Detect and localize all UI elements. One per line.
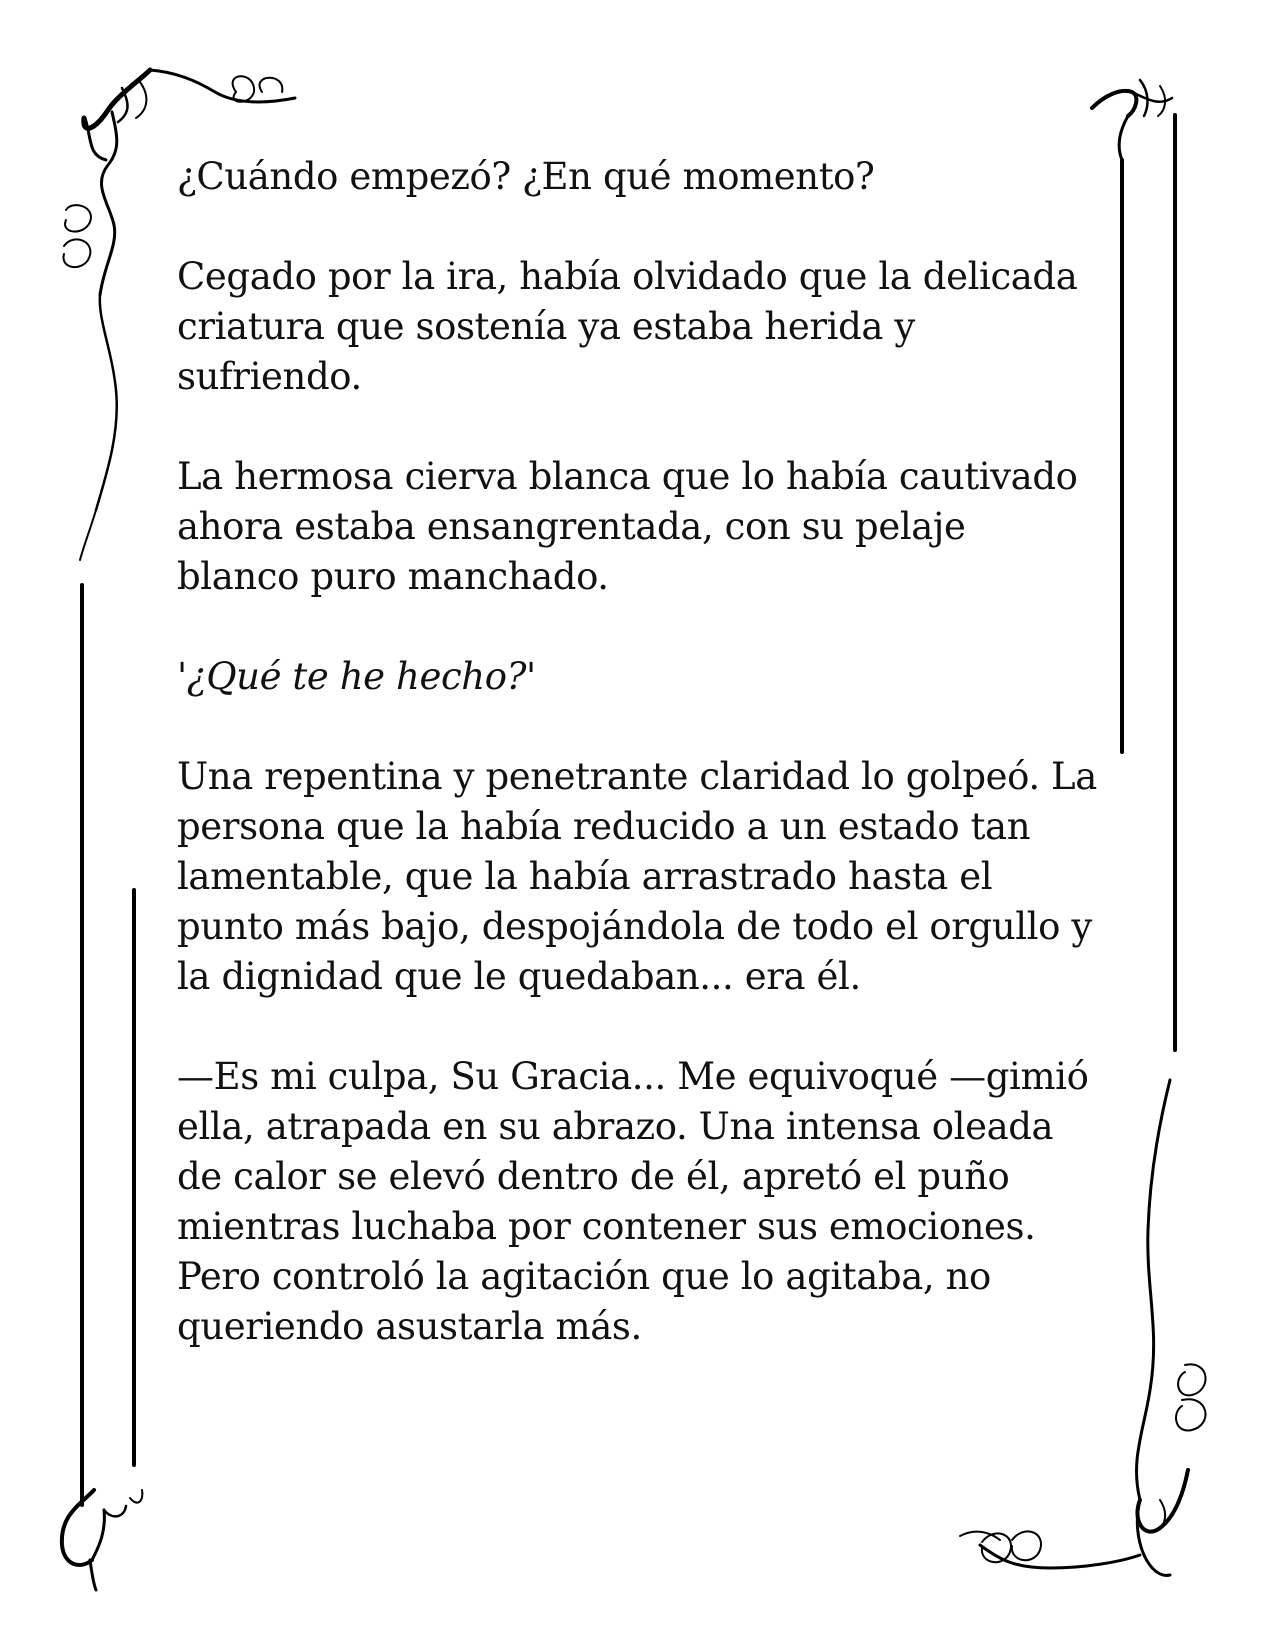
top-right-flourish-icon xyxy=(1092,80,1172,160)
paragraph: Una repentina y penetrante claridad lo golpeó. La persona que la había reducido a un estado tan lamentable, que la había arrastrado hasta el punto más bajo, despojándola de todo el orgullo y la dignidad que le quedaban... era él. xyxy=(177,755,1097,998)
bottom-left-flourish-icon xyxy=(62,1490,143,1590)
paragraph: Cegado por la ira, había olvidado que la delicada criatura que sostenía ya estaba herida y sufriendo. xyxy=(177,255,1078,398)
dialogue-paragraph: —Es mi culpa, Su Gracia... Me equivoqué —gimió ella, atrapada en su abrazo. Una intensa oleada de calor se elevó dentro de él, apretó el puño mientras luchaba por contener sus emociones. Pero controló la agitación que lo agitaba, no queriendo asustarla más. xyxy=(177,1055,1089,1348)
paragraph: ¿Cuándo empezó? ¿En qué momento? xyxy=(177,155,875,198)
story-text xyxy=(177,152,1097,1402)
italic-thought: '¿Qué te he hecho?' xyxy=(177,655,536,698)
paragraph: La hermosa cierva blanca que lo había cautivado ahora estaba ensangrentada, con su pelaje blanco puro manchado. xyxy=(177,455,1078,598)
